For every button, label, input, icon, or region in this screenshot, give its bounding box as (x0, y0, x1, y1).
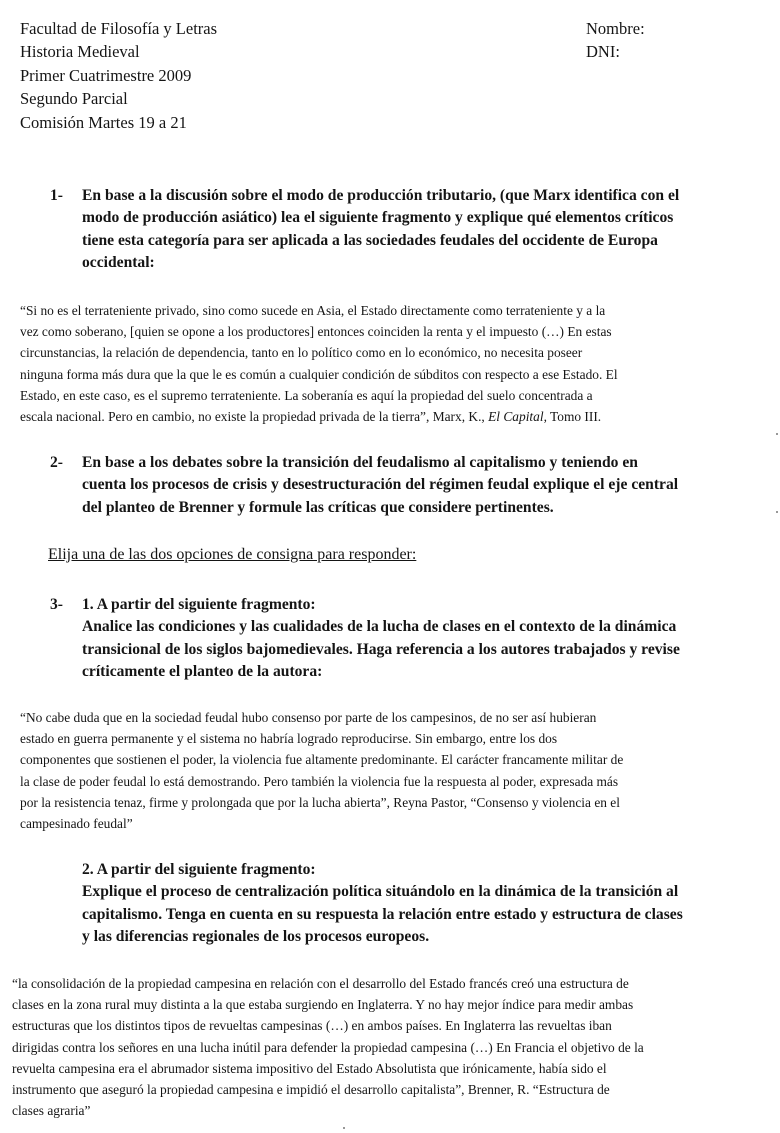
header-line: Historia Medieval (20, 42, 140, 62)
quote-line (20, 406, 618, 427)
option-title: 1. A partir del siguiente fragmento: (82, 596, 316, 613)
header-line: Comisión Martes 19 a 21 (20, 112, 187, 132)
quote-line: “No cabe duda que en la sociedad feudal hubo consenso por parte de los campesinos, de no ser así hubieran (20, 710, 597, 725)
question-line: En base a los debates sobre la transición del feudalismo al capitalismo y teniendo en (82, 454, 638, 471)
question-line: tiene esta categoría para ser aplicada a las sociedades feudales del occidente de Europa (82, 231, 658, 249)
question-number: 2- (50, 454, 63, 471)
scan-speck (343, 1127, 345, 1129)
header-line: Segundo Parcial (20, 89, 128, 109)
option-line: capitalismo. Tenga en cuenta en su respuesta la relación entre estado y estructura de clases (82, 905, 683, 923)
question-line: del planteo de Brenner y formule las críticas que considere pertinentes. (82, 498, 554, 516)
question-text (82, 185, 679, 275)
quote-line: campesinado feudal” (20, 816, 133, 832)
option-line: Analice las condiciones y las cualidades de la lucha de clases en el contexto de la dinámica (82, 618, 677, 636)
instruction-text: Elija una de las dos opciones de consigna para responder: (48, 546, 417, 563)
question-number: 1- (50, 187, 63, 204)
quote-text: , Tomo III. (543, 409, 602, 425)
scan-speck (776, 433, 778, 435)
quote-line: componentes que sostienen el poder, la violencia fue altamente predominante. El carácter francamente militar de (20, 752, 624, 768)
question-text (82, 452, 678, 519)
quote-line: la clase de poder feudal lo está demostrando. Pero también la violencia fue la respuesta al poder, expresada más (20, 773, 619, 789)
book-title: El Capital (488, 409, 544, 425)
option-text (82, 616, 680, 683)
header-student-fields (586, 17, 645, 64)
option-text (82, 881, 683, 948)
quote-line: circunstancias, la relación de dependencia, tanto en lo político como en lo económico, no necesita poseer (20, 345, 583, 361)
quote-line: clases agraria” (12, 1103, 91, 1119)
quote-line: Estado, en este caso, es el supremo terrateniente. La soberanía es aquí la propiedad del suelo concentrada a (20, 387, 593, 403)
quote-line: instrumento que aseguró la propiedad campesina e impidió el desarrollo capitalista”, Brenner, R. “Estructura de (12, 1082, 610, 1098)
question-line: En base a la discusión sobre el modo de producción tributario, (que Marx identifica con el (82, 187, 680, 204)
quote-line: “la consolidación de la propiedad campesina en relación con el desarrollo del Estado francés creó una estructura de (12, 976, 629, 991)
option-title: 2. A partir del siguiente fragmento: (82, 861, 316, 878)
question-2 (50, 452, 678, 519)
quote-line: por la resistencia tenaz, firme y prolongada que por la lucha abierta”, Reyna Pastor, “Consenso y violencia en el (20, 794, 620, 810)
question-number: 3- (50, 596, 63, 613)
question-line: cuenta los procesos de crisis y desestructuración del régimen feudal explique el eje central (82, 476, 679, 494)
option-line: transicional de los siglos bajomedievales. Haga referencia a los autores trabajados y revise (82, 640, 680, 658)
question-3 (50, 594, 680, 684)
header-line: Facultad de Filosofía y Letras (20, 19, 218, 38)
quote-line: estructuras que los distintos tipos de revueltas campesinas (…) en ambos países. En Inglaterra las revueltas iban (12, 1018, 612, 1034)
quote-brenner (12, 973, 644, 1121)
option-line: Explique el proceso de centralización política situándolo en la dinámica de la transición al (82, 883, 679, 901)
option-2 (82, 859, 683, 949)
option-1 (82, 594, 680, 684)
dni-label: DNI: (586, 42, 620, 62)
question-line: modo de producción asiático) lea el siguiente fragmento y explique qué elementos críticos (82, 209, 674, 227)
quote-pastor (20, 707, 623, 834)
quote-line: ninguna forma más dura que la que le es común a cualquier condición de súbditos con respecto a ese Estado. El (20, 366, 618, 382)
quote-line: estado en guerra permanente y el sistema no habría logrado reproducirse. Sin embargo, entre los dos (20, 731, 558, 747)
question-line: occidental: (82, 254, 155, 272)
quote-line: “Si no es el terrateniente privado, sino como sucede en Asia, el Estado directamente como terrateniente y a la (20, 303, 606, 318)
option-line: y las diferencias regionales de los procesos europeos. (82, 928, 430, 946)
header-line: Primer Cuatrimestre 2009 (20, 65, 192, 85)
question-1 (50, 185, 679, 275)
scan-speck (776, 511, 778, 513)
quote-text: escala nacional. Pero en cambio, no existe la propiedad privada de la tierra”, Marx, K., (20, 409, 489, 425)
option-line: críticamente el planteo de la autora: (82, 663, 323, 681)
quote-line: clases en la zona rural muy distinta a la que estaba surgiendo en Inglaterra. Y no hay mejor índice para medir ambas (12, 997, 634, 1013)
header-institution (20, 17, 217, 134)
name-label: Nombre: (586, 19, 645, 38)
quote-line: dirigidas contra los señores en una lucha inútil para defender la propiedad campesina (…) En Francia el objetivo de la (12, 1039, 644, 1055)
quote-marx (20, 300, 618, 427)
quote-line: vez como soberano, [quien se opone a los productores] entonces coinciden la renta y el impuesto (…) En estas (20, 324, 612, 340)
quote-line: revuelta campesina era el abrumador sistema impositivo del Estado Absolutista que irónicamente, había sido el (12, 1060, 607, 1076)
